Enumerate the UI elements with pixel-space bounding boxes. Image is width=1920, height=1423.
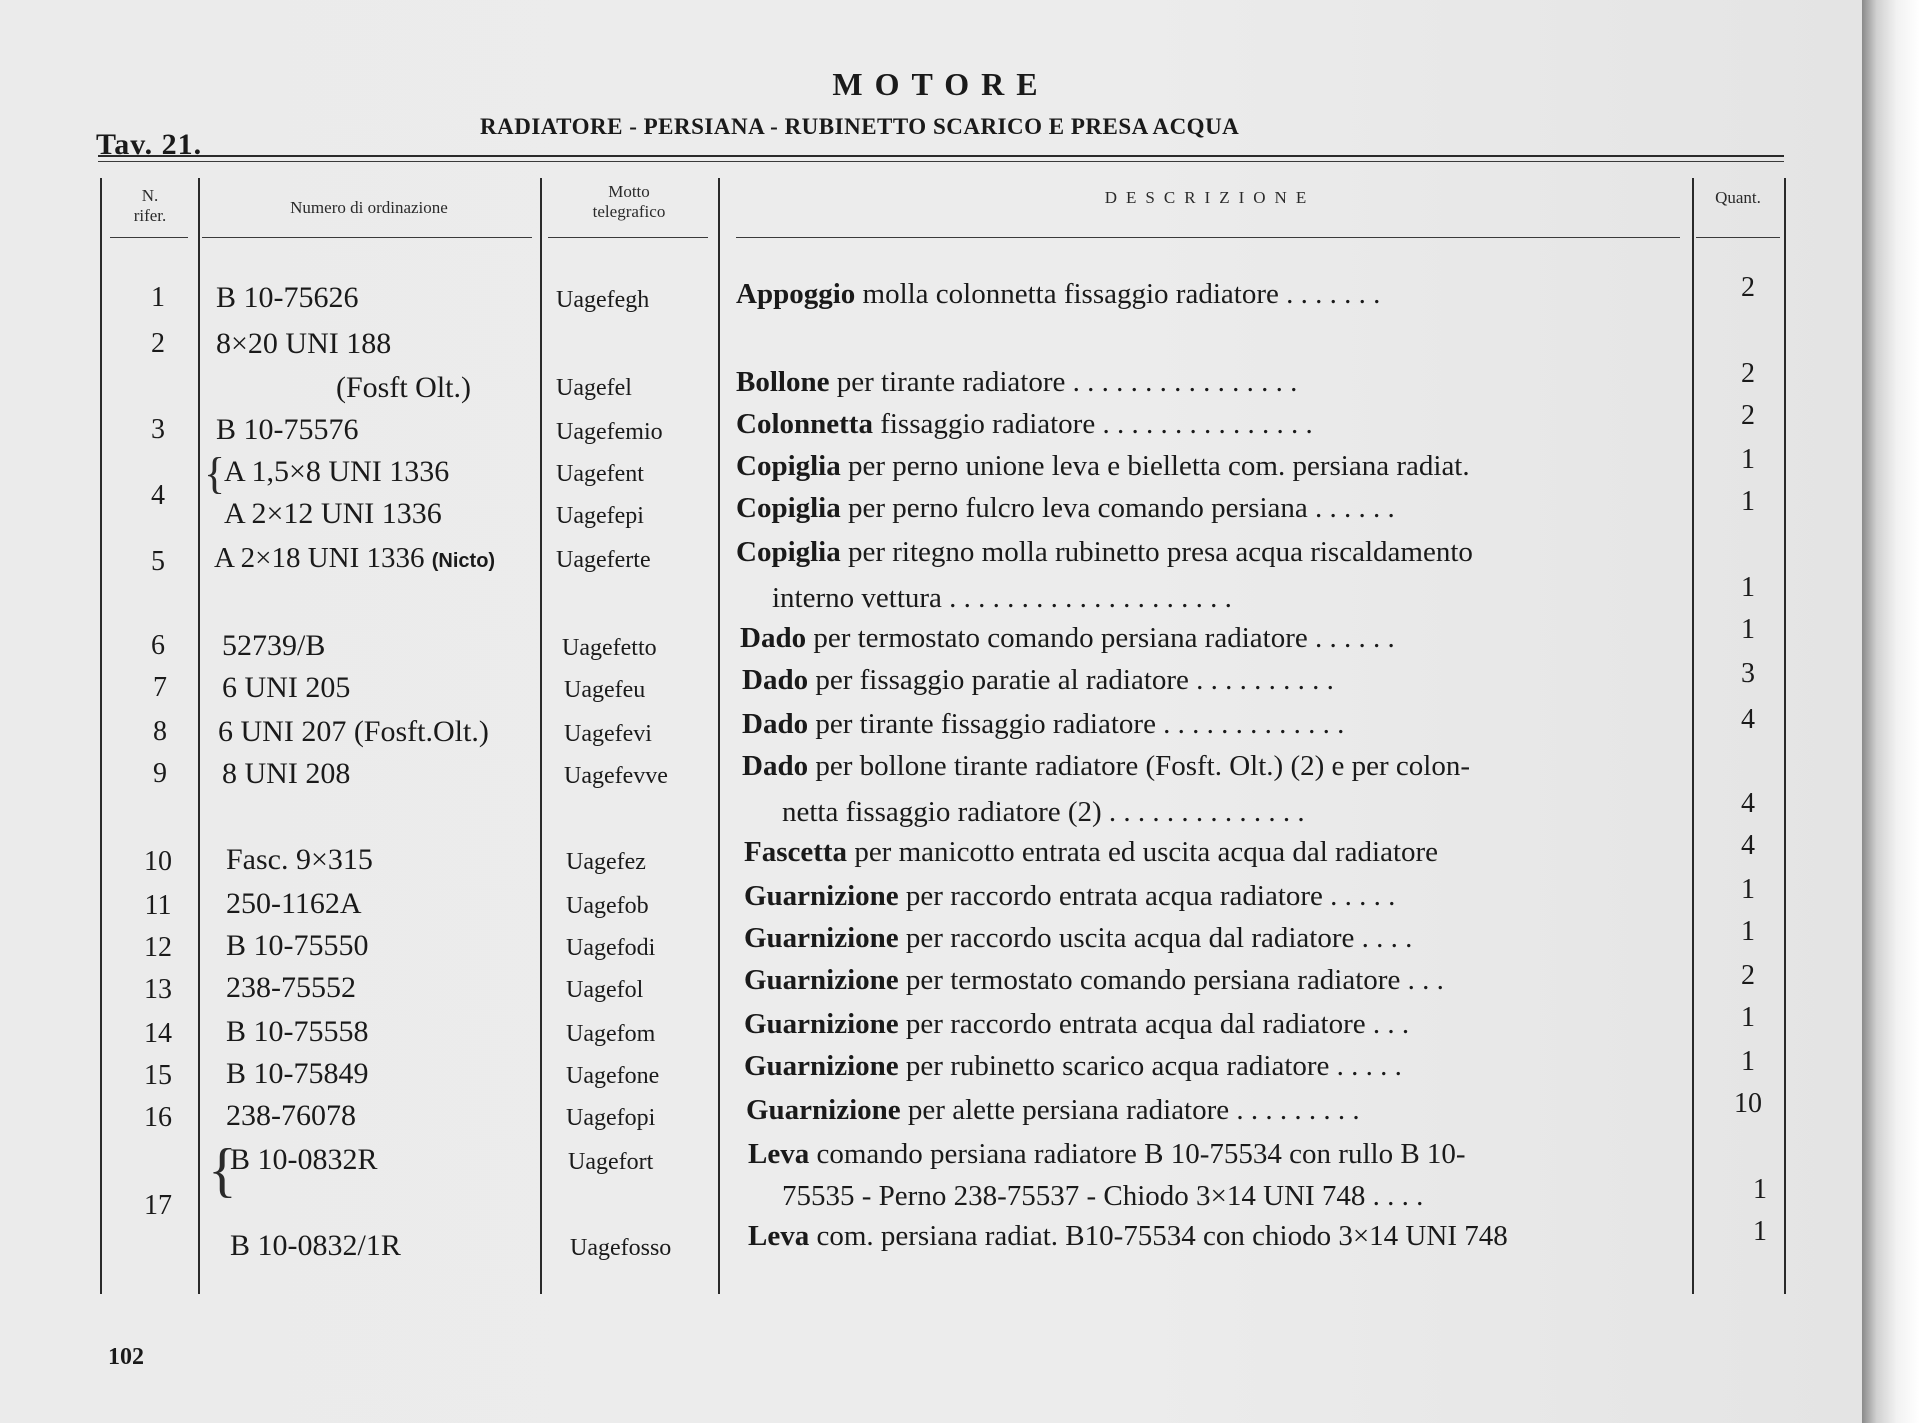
header-motto <box>546 182 712 222</box>
row-ref: 11 <box>144 890 172 921</box>
row-motto: Uagefel <box>556 375 632 401</box>
row-desc-bold: Dado <box>740 622 807 654</box>
row-order-line2: (Fosft Olt.) <box>336 371 471 404</box>
row-desc-text: per bollone tirante radiatore (Fosft. Olt.) (2) e per colon- <box>808 750 1471 782</box>
row-desc-text: per ritegno molla rubinetto presa acqua riscaldamento <box>840 536 1473 568</box>
row-ref: 12 <box>144 932 172 963</box>
row-desc-bold: Dado <box>742 750 809 782</box>
header-underline-order <box>202 237 532 238</box>
row-qty: 2 <box>1741 358 1755 389</box>
row-order: B 10-75550 <box>226 929 369 962</box>
row-desc-bold: Copiglia <box>736 536 841 568</box>
col-line-motto <box>718 178 720 1294</box>
header-ref <box>104 186 196 226</box>
row-motto: Uagefent <box>556 461 644 487</box>
row-desc-bold: Copiglia <box>736 450 841 482</box>
row-desc-bold: Fascetta <box>744 836 848 868</box>
row-qty: 2 <box>1741 960 1755 991</box>
row-qty: 2 <box>1741 272 1755 303</box>
top-rule-thin <box>98 161 1784 162</box>
row-desc-bold: Guarnizione <box>744 964 899 996</box>
row-desc-bold: Guarnizione <box>744 880 899 912</box>
col-line-order <box>540 178 542 1294</box>
row-qty: 1 <box>1741 874 1755 905</box>
row-desc-bold: Guarnizione <box>744 922 899 954</box>
row-order: 8×20 UNI 188 <box>216 327 392 360</box>
row-qty: 1 <box>1753 1174 1767 1205</box>
row-order: B 10-75576 <box>216 413 359 446</box>
row-motto: Uagefez <box>566 849 646 875</box>
row-qty: 1 <box>1741 1002 1755 1033</box>
row-desc-text: per raccordo entrata acqua dal radiatore . . . <box>898 1008 1410 1040</box>
row-desc-text: per tirante radiatore . . . . . . . . . . . . . . . . <box>829 366 1298 398</box>
col-line-left <box>100 178 102 1294</box>
row-ref: 9 <box>153 758 167 789</box>
row-qty: 1 <box>1741 916 1755 947</box>
row-motto: Uagefeu <box>564 677 646 703</box>
subtitle: RADIATORE - PERSIANA - RUBINETTO SCARICO E PRESA ACQUA <box>480 114 1240 139</box>
row-ref: 17 <box>144 1190 172 1221</box>
row-desc-bold: Leva <box>748 1138 810 1170</box>
row-order-note: (Nicto) <box>431 550 496 572</box>
row-ref: 15 <box>144 1060 172 1091</box>
header-ref-line1: N. <box>141 186 159 205</box>
header-motto-line2: telegrafico <box>592 202 666 221</box>
row-desc-text: per tirante fissaggio radiatore . . . . . . . . . . . . . <box>808 708 1345 740</box>
row-desc-text: per alette persiana radiatore . . . . . . . . . <box>900 1094 1360 1126</box>
row-desc-bold: Copiglia <box>736 492 841 524</box>
row-ref: 7 <box>153 672 167 703</box>
row-order: 6 UNI 207 (Fosft.Olt.) <box>218 715 489 748</box>
row-desc-text: per fissaggio paratie al radiatore . . . . . . . . . . <box>808 664 1334 696</box>
row-desc-text: fissaggio radiatore . . . . . . . . . . . . . . . <box>872 408 1313 440</box>
row-ref: 2 <box>151 328 165 359</box>
row-order: 8 UNI 208 <box>222 757 351 790</box>
row-desc-text: com. persiana radiat. B10-75534 con chiodo 3×14 UNI 748 <box>809 1220 1508 1252</box>
row-order: B 10-0832/1R <box>230 1229 401 1262</box>
row-qty: 1 <box>1741 1046 1755 1077</box>
book-edge <box>1862 0 1920 1423</box>
row-desc-bold: Colonnetta <box>736 408 873 440</box>
row-ref: 4 <box>151 480 165 511</box>
section-title: MOTORE <box>832 66 1050 102</box>
row-qty: 1 <box>1753 1216 1767 1247</box>
row-qty: 10 <box>1734 1088 1762 1119</box>
row-desc-bold: Guarnizione <box>744 1008 899 1040</box>
row-ref: 8 <box>153 716 167 747</box>
row-desc-text: per rubinetto scarico acqua radiatore . . . . . <box>898 1050 1402 1082</box>
table-label: Tav. 21. <box>96 128 203 161</box>
row-motto: Uagefetto <box>562 635 657 661</box>
row-desc-bold: Dado <box>742 664 809 696</box>
row-qty: 2 <box>1741 400 1755 431</box>
header-underline-ref <box>110 237 188 238</box>
row-ref: 1 <box>151 282 165 313</box>
header-motto-line1: Motto <box>608 182 650 201</box>
row-motto: Uagefort <box>568 1149 654 1175</box>
row-desc-bold: Appoggio <box>736 278 856 310</box>
header-order: Numero di ordinazione <box>290 198 448 217</box>
row-order: 250-1162A <box>226 887 362 920</box>
row-ref: 13 <box>144 974 172 1005</box>
row-desc-text: per perno unione leva e bielletta com. persiana radiat. <box>840 450 1470 482</box>
row-motto: Uagefob <box>566 893 649 919</box>
row-order: B 10-0832R <box>230 1143 378 1176</box>
row-motto: Uagefodi <box>566 935 656 961</box>
row-qty: 1 <box>1741 572 1755 603</box>
row-desc-bold: Guarnizione <box>746 1094 901 1126</box>
row-qty: 4 <box>1741 704 1755 735</box>
row-desc-text: per termostato comando persiana radiatore . . . <box>898 964 1444 996</box>
row-desc-bold: Guarnizione <box>744 1050 899 1082</box>
header-qty: Quant. <box>1715 188 1761 207</box>
row-motto: Uagefevve <box>564 763 668 789</box>
header-underline-desc <box>736 237 1680 238</box>
row-order: 238-76078 <box>226 1099 356 1132</box>
row-desc-line2: netta fissaggio radiatore (2) . . . . . . . . . . . . . . <box>782 796 1305 828</box>
row-desc-line2: interno vettura . . . . . . . . . . . . . . . . . . . . <box>772 582 1232 614</box>
row-desc-text: molla colonnetta fissaggio radiatore . . . . . . . <box>855 278 1381 310</box>
row-order: A 2×18 UNI 1336 <box>214 542 425 574</box>
header-underline-qty <box>1696 237 1780 238</box>
row-motto: Uagefosso <box>570 1235 672 1261</box>
row-qty: 1 <box>1741 614 1755 645</box>
col-line-desc <box>1692 178 1694 1294</box>
row-desc-text: per raccordo uscita acqua dal radiatore . . . . <box>898 922 1413 954</box>
row-order: B 10-75626 <box>216 281 359 314</box>
row-motto: Uagefemio <box>556 419 663 445</box>
row-order: 238-75552 <box>226 971 356 1004</box>
row-order: 6 UNI 205 <box>222 671 351 704</box>
row-qty: 4 <box>1741 830 1755 861</box>
row-order: 52739/B <box>222 629 326 662</box>
row-order: B 10-75558 <box>226 1015 369 1048</box>
row-desc-text: per raccordo entrata acqua radiatore . . . . . <box>898 880 1396 912</box>
row-motto: Uageferte <box>556 547 651 573</box>
brace: { <box>208 1137 237 1203</box>
row-desc-text: per perno fulcro leva comando persiana . . . . . . <box>840 492 1395 524</box>
row-ref: 16 <box>144 1102 172 1133</box>
row-order: Fasc. 9×315 <box>226 843 373 876</box>
row-ref: 5 <box>151 546 165 577</box>
row-motto: Uagefepi <box>556 503 644 529</box>
row-desc-text: comando persiana radiatore B 10-75534 con rullo B 10- <box>809 1138 1466 1170</box>
row-desc-text: per manicotto entrata ed uscita acqua dal radiatore <box>847 836 1439 868</box>
row-ref: 14 <box>144 1018 172 1049</box>
row-motto: Uagefom <box>566 1021 656 1047</box>
row-order: A 1,5×8 UNI 1336 <box>224 455 450 488</box>
row-ref: 10 <box>144 846 172 877</box>
row-desc-bold: Bollone <box>736 366 830 398</box>
row-qty: 1 <box>1741 444 1755 475</box>
header-desc: DESCRIZIONE <box>1104 188 1316 207</box>
row-motto: Uagefegh <box>556 287 650 313</box>
row-motto: Uagefevi <box>564 721 652 747</box>
row-qty: 4 <box>1741 788 1755 819</box>
row-qty: 1 <box>1741 486 1755 517</box>
page-number: 102 <box>108 1344 144 1370</box>
row-order: A 2×12 UNI 1336 <box>224 497 442 530</box>
row-desc-bold: Leva <box>748 1220 810 1252</box>
row-desc-bold: Dado <box>742 708 809 740</box>
row-motto: Uagefopi <box>566 1105 656 1131</box>
header-underline-motto <box>548 237 708 238</box>
row-ref: 3 <box>151 414 165 445</box>
row-motto: Uagefol <box>566 977 644 1003</box>
row-desc-text: per termostato comando persiana radiatore . . . . . . <box>806 622 1395 654</box>
row-desc-line2: 75535 - Perno 238-75537 - Chiodo 3×14 UNI 748 . . . . <box>782 1180 1424 1212</box>
col-line-right <box>1784 178 1786 1294</box>
row-ref: 6 <box>151 630 165 661</box>
top-rule <box>98 155 1784 157</box>
row-order: B 10-75849 <box>226 1057 369 1090</box>
row-motto: Uagefone <box>566 1063 660 1089</box>
header-ref-line2: rifer. <box>133 206 167 225</box>
row-qty: 3 <box>1741 658 1755 689</box>
brace: { <box>204 449 226 498</box>
